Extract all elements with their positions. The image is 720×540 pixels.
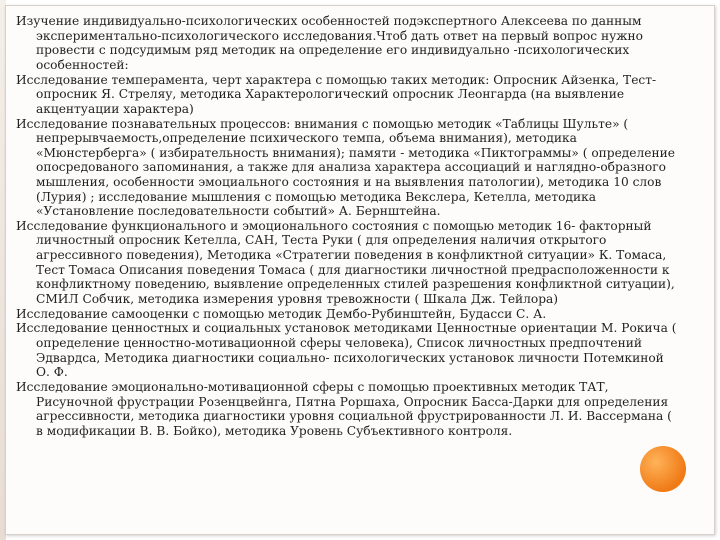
paragraph-self-esteem: Исследование самооценки с помощью методик Дембо-Рубинштейн, Будасси С. А.: [16, 306, 547, 321]
slide-body-text: [16, 14, 680, 439]
paragraph-temperament: Исследование темперамента, черт характера с помощью таких методик: Опросник Айзенка, Тест-опросник Я. Стреляу, методика Характерологический опросник Леонгарда (на выявление акцентуации характера): [16, 72, 657, 116]
paragraph-cognitive: Исследование познавательных процессов: внимания с помощью методик «Таблицы Шульте» ( непрерывчаемость,определение психического темпа, объема внимания), методика «Мюнстерберга» ( избирательность внимания); памяти - методика «Пиктограммы» ( определение опосредованого запоминания, а также для анализа характера ассоциаций и наглядно-образного мышления, особенности эмоциального состояния и на выявления патологии), методика 10 слов (Лурия) ; исследование мышления с помощью методика Векслера, Кетелла, методика «Установление последовательности событий» А. Бернштейна.: [16, 116, 675, 219]
paragraph-intro: Изучение индивидуально-психологических особенностей подэкспертного Алексеева по данным экспериментально-психологического исследования.Чтоб дать ответ на первый вопрос нужно провести с подсудимым ряд методик на определение его индивидуально -психологических особенностей:: [16, 14, 643, 72]
paragraph-values: Исследование ценностных и социальных установок методиками Ценностные ориентации М. Рокича ( определение ценностно-мотивационной сферы человека), Список личностных предпочтений Эдвардса, Методика диагностики социально- психологических установок личности Потемкиной О. Ф.: [16, 321, 677, 380]
paragraph-projective: Исследование эмоционально-мотивационной сферы с помощью проективных методик ТАТ, Рисуночной фрустрации Розенцвейнга, Пятна Роршаха, Опросник Басса-Дарки для определения агрессивности, методика диагностики уровня социальной фрустрированности Л. И. Вассермана ( в модификации В. В. Бойко), методика Уровень Субъективного контроля.: [16, 379, 672, 438]
orange-circle-decoration: [640, 446, 686, 492]
paragraph-functional-state: Исследование функционального и эмоционального состояния с помощью методик 16- факторный личностный опросник Кетелла, САН, Теста Руки ( для определения наличия открытого агрессивного поведения), Методика «Стратегии поведения в конфликтной ситуации» К. Томаса, Тест Томаса Описания поведения Томаса ( для диагностики личностной предрасположенности к конфликтному поведению, выявление определенных стилей разрешения конфликтной ситуации), СМИЛ Собчик, методика измерения уровня тревожности ( Шкала Дж. Тейлора): [16, 218, 675, 306]
